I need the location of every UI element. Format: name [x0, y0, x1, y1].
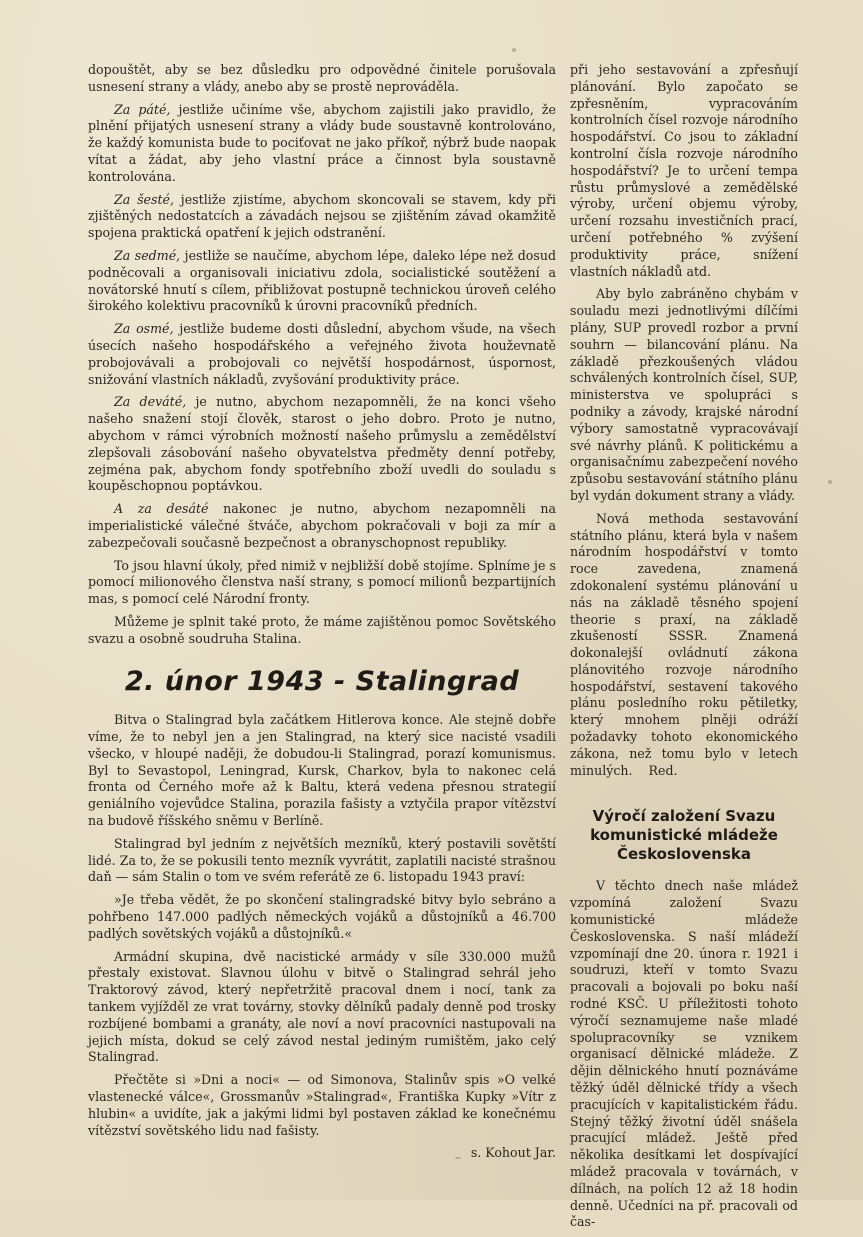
plan-paragraph — [570, 511, 798, 780]
youth-title-line: komunistické mládeže — [590, 826, 778, 845]
paper-speck — [455, 1157, 461, 1159]
article-paragraph: Bitva o Stalingrad byla začátkem Hitlerova konce. Ale stejně dobře víme, že to nebyl jen a jen Stalingrad, na který sice nacisté vsadili všecko, v hloupé naději, že dobudou-li Stalingrad, porazí komunismus. Byl to Sevastopol, Leningrad, Kursk, Charkov, byla to nakonec celá fronta od Černého moře až k Baltu, která vedena přesnou strategií geniálního vojevůdce Stalina, porazila fašisty a vztyčila prapor vítězství na budově říšského sněmu v Berlíně. — [88, 712, 556, 829]
article-paragraph: Armádní skupina, dvě nacistické armády v síle 330.000 mužů přestaly existovat. Slavnou úlohu v bitvě o Stalingrad sehrál jeho Traktorový závod, který nepřetržitě pracoval dnem i nocí, tank za tankem vyjížděl ze vrat továrny, stovky dělníků padaly denně pod trosky rozbíjené bombami a granáty, ale noví a noví pracovníci nastupovali na jejich místa, dokud se celý závod nestal jediným rumištěm, jako celý Stalingrad. — [88, 948, 556, 1065]
point-paragraph — [88, 501, 556, 551]
right-column — [570, 62, 798, 1237]
intro-paragraph: dopouštět, aby se bez důsledku pro odpovědné činitele porušovala usnesení strany a vlády, anebo aby se prostě neprováděla. — [88, 62, 556, 94]
plan-paragraph: Aby bylo zabráněno chybám v souladu mezi jednotlivými dílčími plány, SUP provedl rozbor a první souhrn — bilancování plánu. Na základě přezkoušených vládou schválených kontrolních čísel, SUP, ministerstva ve spolupráci s podniky a závody, krajské národní výbory samostatně vypracovávají své návrhy plánů. K politickému a organisačnímu zabezpečení nového způsobu sestavování státního plánu byl vydán dokument strany a vlády. — [570, 286, 798, 503]
stalingrad-article-title: 2. únor 1943 - Stalingrad — [124, 665, 520, 697]
youth-title-line: Výročí založení Svazu — [592, 807, 776, 826]
youth-article-title — [570, 807, 798, 864]
plan-paragraph-text: Nová methoda sestavování státního plánu, která byla v našem národním hospodářství v tomto roce zavedena, znamená zdokonalení systému plánování u nás na základě těsného spojení theorie s praxí, na základě zkušeností SSSR. Znamená dokonalejší ovládnutí zákona plánovitého rozvoje národního hospodářství, sestavení takového plánu posledního roku pětiletky, který mnohem plněji odráží požadavky tohoto ekonomického zákona, než tomu bylo v letech minulých. — [570, 510, 798, 778]
paper-speck — [828, 480, 832, 484]
article-signature: s. Kohout Jar. — [470, 1145, 556, 1161]
point-lead: Za páté, — [114, 101, 171, 117]
point-text: jestliže budeme dosti důslední, abychom všude, na všech úsecích našeho hospodářského a veřejného života houževnatě probojovávali a probojovali co největší hospodárnost, úspornost, snižování vlastních nákladů, zvyšování produktivity práce. — [88, 321, 556, 387]
point-lead: Za šesté, — [114, 191, 174, 207]
plan-paragraph: při jeho sestavování a zpřesňují plánování. Bylo započato se zpřesněním, vypracováním kontrolních čísel rozvoje národního hospodářství. Co jsou to základní kontrolní čísla rozvoje národního hospodářství? Je to určení tempa růstu průmyslové a zemědělské výroby, určení objemu výroby, určení rozsahu investičních prací, určení potřebného % zvýšení produktivity práce, snížení vlastních nákladů atd. — [570, 62, 798, 279]
point-text: jestliže se naučíme, abychom lépe, daleko lépe než dosud podněcovali a organisovali iniciativu zdola, socialistické soutěžení a novátorské hnutí s cílem, přibližovat postupně technickou úroveň celého širokého kolektivu pracovníků k úrovni pracovníků předních. — [88, 247, 557, 314]
closing-paragraph: To jsou hlavní úkoly, před nimiž v nejbližší době stojíme. Splníme je s pomocí milionového členstva naší strany, s pomocí milionů bezpartijních mas, s pomocí celé Národní fronty. — [88, 557, 556, 607]
point-paragraph — [88, 248, 556, 315]
point-lead: A za desáté — [114, 501, 209, 517]
point-text: jestliže učiníme vše, abychom zajistili jako pravidlo, že plnění přijatých usnesení strany a vlády bude soustavně kontrolováno, že každý komunista bude to pociťovat ne jako příkoř, nýbrž bude naopak vítat a žádat, aby jeho vlastní práce a činnost byla soustavně kontrolována. — [88, 101, 556, 184]
youth-article-paragraph: V těchto dnech naše mládež vzpomíná založení Svazu komunistické mládeže Československa. S naší mládeží vzpomínají dne 20. února r. 1921 i soudruzi, kteří v tomto Svazu pracovali a bojovali po boku naší rodné KSČ. U příležitosti tohoto výročí seznamujeme naše mladé spolupracovníky se vznikem organisací dělnické mládeže. Z dějin dělnického hnutí poznáváme těžký úděl dělnické třídy a všech pracujících v kapitalistickém řádu. Stejný těžký životní úděl snášela pracující mládež. Ještě před několika desítkami let dospívající mládež pracovala v továrnách, v dílnách, na polích 12 až 18 hodin denně. Učedníci na př. pracovali od čas- — [570, 878, 798, 1230]
youth-title-line: Československa — [616, 845, 752, 864]
article-paragraph: Stalingrad byl jedním z největších mezníků, který postavili sovětští lidé. Za to, že se pokusili tento mezník vyvrátit, zaplatili nacisté strašnou daň — sám Stalin o tom ve svém referátě ze 6. listopadu 1943 praví: — [88, 835, 556, 885]
point-paragraph — [88, 394, 556, 495]
point-text: je nutno, abychom nezapomněli, že na konci všeho našeho snažení stojí člověk, starost o jeho dobro. Proto je nutno, abychom v rámci výrobních možností našeho průmyslu a zemědělství zlepšovali zásobování našeho obyvatelstva předměty denní potřeby, zejména pak, abychom fondy spotřebního zboží uvedli do souladu s koupěschopnou poptávkou. — [88, 394, 556, 494]
point-lead: Za osmé, — [114, 321, 174, 337]
editorial-signature: Red. — [648, 762, 678, 778]
point-paragraph — [88, 321, 556, 388]
paper-speck — [512, 48, 516, 52]
point-text: jestliže zjistíme, abychom skoncovali se stavem, kdy při zjištěných nedostatcích a závadách nejsou se zjištěním závad okamžitě spojena praktická opatření k jejich odstranění. — [88, 191, 556, 241]
closing-paragraph: Můžeme je splnit také proto, že máme zajištěnou pomoc Sovětského svazu a osobně soudruha Stalina. — [88, 613, 556, 646]
point-lead: Za sedmé, — [114, 247, 181, 263]
quote-paragraph: »Je třeba vědět, že po skončení stalingradské bitvy bylo sebráno a pohřbeno 147.000 padlých německých vojáků a důstojníků a 46.700 padlých sovětských vojáků a důstojníků.« — [88, 892, 556, 941]
point-paragraph — [88, 102, 556, 186]
left-column — [88, 62, 556, 1168]
article-paragraph: Přečtěte si »Dni a noci« — od Simonova, Stalinův spis »O velké vlastenecké válce«, Grossmanův »Stalingrad«, Františka Kupky »Vítr z hlubin« a uvidíte, jak a jakými lidmi byl postaven základ ke konečnému vítězství sovětského lidu nad fašisty. — [88, 1072, 556, 1138]
point-text: nakonec je nutno, abychom nezapomněli na imperialistické válečné štváče, abychom pokračovali v boji za mír a zabezpečovali současně bezpečnost a obranyschopnost republiky. — [88, 501, 556, 550]
point-paragraph — [88, 192, 556, 242]
point-lead: Za deváté, — [114, 394, 187, 410]
